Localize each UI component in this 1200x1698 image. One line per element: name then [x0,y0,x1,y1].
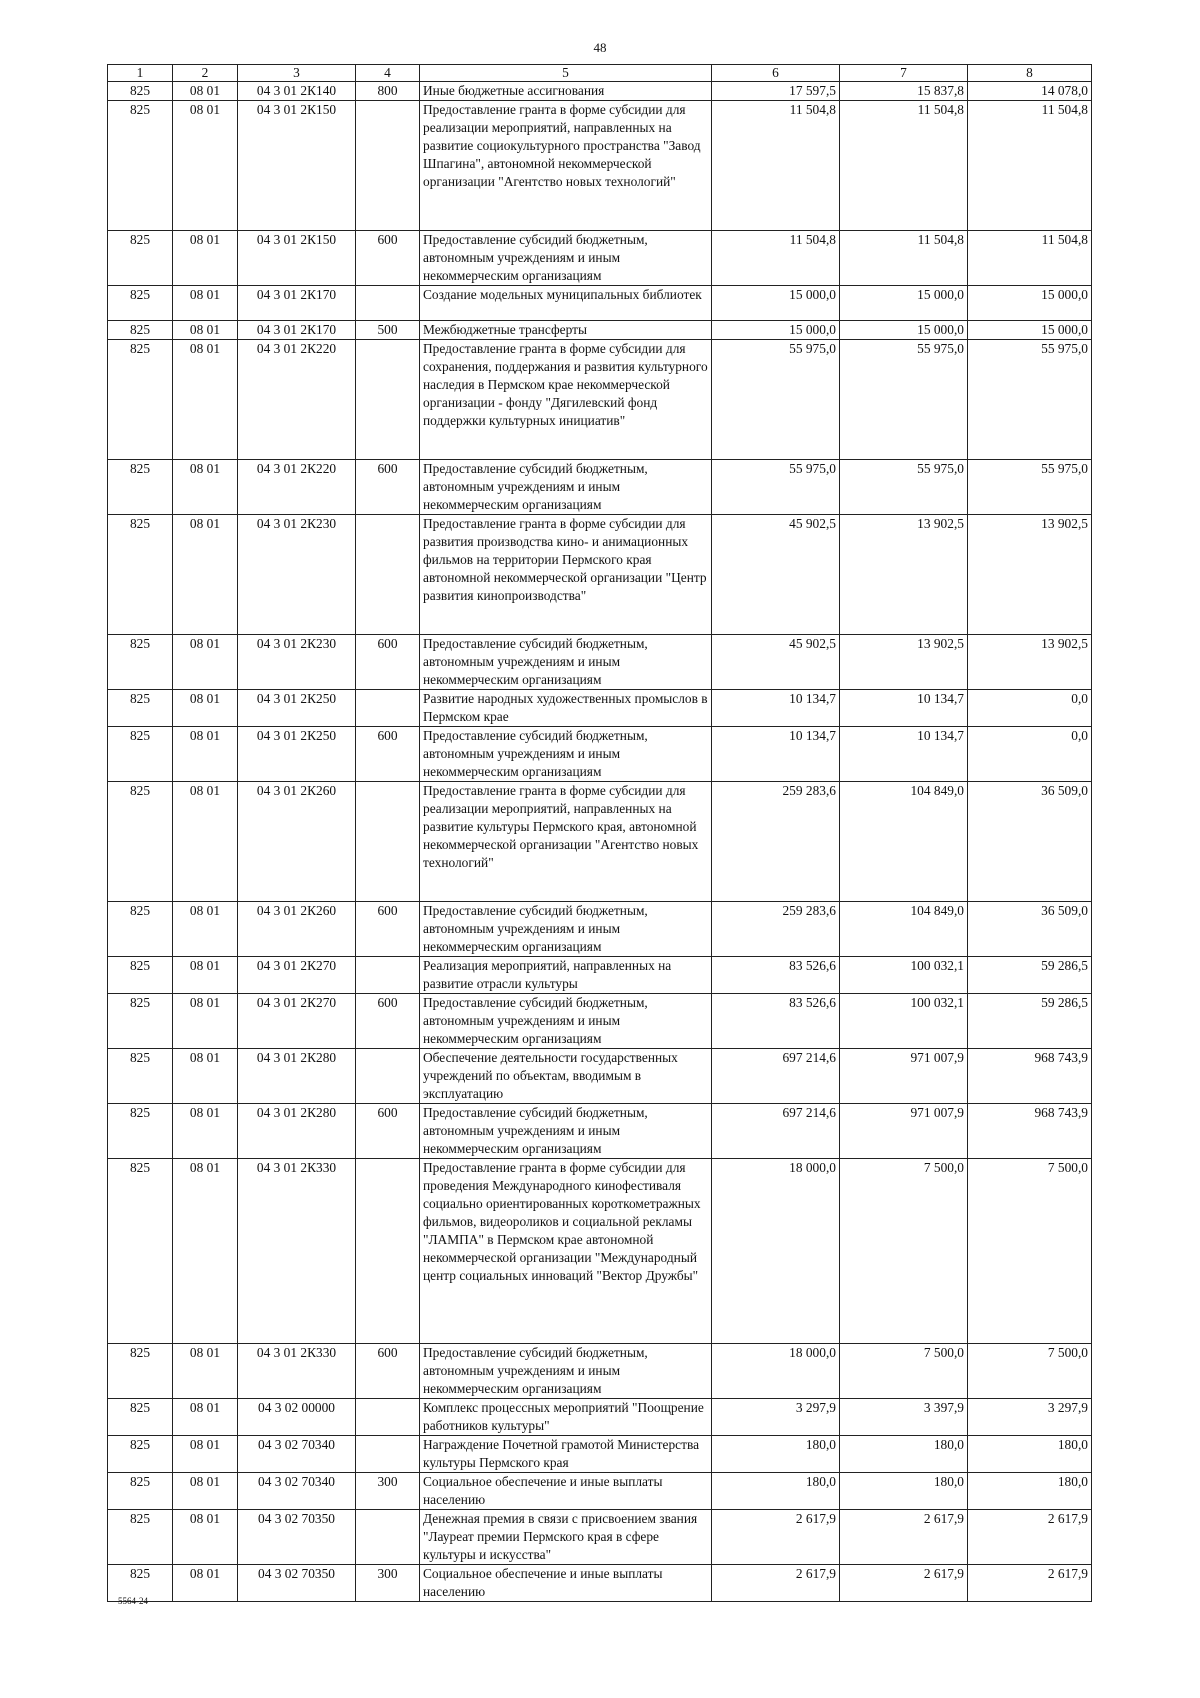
section-code-cell: 08 01 [173,727,238,782]
item-name-cell: Обеспечение деятельности государственных учреждений по объектам, вводимым в эксплуатацию [420,1049,712,1104]
target-article-code-cell: 04 3 01 2К270 [238,957,356,994]
amount-2025-cell: 7 500,0 [840,1344,968,1399]
amount-2026-cell: 7 500,0 [968,1344,1092,1399]
ministry-code-cell: 825 [108,902,173,957]
table-row [108,1344,1092,1399]
target-article-code-cell: 04 3 01 2К330 [238,1344,356,1399]
target-article-code-cell: 04 3 01 2К230 [238,635,356,690]
table-row [108,1399,1092,1436]
target-article-code-cell: 04 3 01 2К230 [238,515,356,635]
section-code-cell: 08 01 [173,782,238,902]
amount-2026-cell: 55 975,0 [968,460,1092,515]
amount-2026-cell: 11 504,8 [968,231,1092,286]
item-name-cell: Предоставление гранта в форме субсидии для реализации мероприятий, направленных на развитие культуры Пермского края, автономной некоммерческой организации "Агентство новых технологий" [420,782,712,902]
expense-type-code-cell [356,101,420,231]
target-article-code-cell: 04 3 01 2К140 [238,82,356,101]
table-row [108,1436,1092,1473]
expense-type-code-cell: 300 [356,1565,420,1602]
section-code-cell: 08 01 [173,1473,238,1510]
table-row [108,957,1092,994]
amount-2026-cell: 13 902,5 [968,515,1092,635]
target-article-code-cell: 04 3 01 2К170 [238,321,356,340]
amount-2025-cell: 15 000,0 [840,321,968,340]
section-code-cell: 08 01 [173,286,238,321]
item-name-cell: Предоставление субсидий бюджетным, автономным учреждениям и иным некоммерческим организациям [420,1344,712,1399]
amount-2024-cell: 18 000,0 [712,1159,840,1344]
amount-2026-cell: 180,0 [968,1473,1092,1510]
table-row [108,1565,1092,1602]
ministry-code-cell: 825 [108,957,173,994]
target-article-code-cell: 04 3 01 2К330 [238,1159,356,1344]
target-article-code-cell: 04 3 01 2К260 [238,902,356,957]
expense-type-code-cell [356,957,420,994]
item-name-cell: Предоставление гранта в форме субсидии для проведения Международного кинофестиваля социально ориентированных короткометражных фильмов, видеороликов и социальной рекламы "ЛАМПА" в Пермском крае автономной некоммерческой организации "Международный центр социальных инноваций "Вектор Дружбы" [420,1159,712,1344]
target-article-code-cell: 04 3 02 70350 [238,1565,356,1602]
ministry-code-cell: 825 [108,1159,173,1344]
item-name-cell: Комплекс процессных мероприятий "Поощрение работников культуры" [420,1399,712,1436]
amount-2024-cell: 11 504,8 [712,101,840,231]
target-article-code-cell: 04 3 01 2К280 [238,1049,356,1104]
amount-2026-cell: 15 000,0 [968,286,1092,321]
ministry-code-cell: 825 [108,231,173,286]
table-body [108,82,1092,1602]
header-row [108,65,1092,82]
amount-2026-cell: 13 902,5 [968,635,1092,690]
ministry-code-cell: 825 [108,101,173,231]
section-code-cell: 08 01 [173,1049,238,1104]
amount-2024-cell: 2 617,9 [712,1510,840,1565]
item-name-cell: Межбюджетные трансферты [420,321,712,340]
target-article-code-cell: 04 3 01 2К220 [238,460,356,515]
section-code-cell: 08 01 [173,101,238,231]
ministry-code-cell: 825 [108,690,173,727]
item-name-cell: Предоставление субсидий бюджетным, автономным учреждениям и иным некоммерческим организациям [420,1104,712,1159]
table-row [108,727,1092,782]
section-code-cell: 08 01 [173,1399,238,1436]
ministry-code-cell: 825 [108,1473,173,1510]
target-article-code-cell: 04 3 01 2К150 [238,101,356,231]
ministry-code-cell: 825 [108,1049,173,1104]
target-article-code-cell: 04 3 02 70340 [238,1473,356,1510]
ministry-code-cell: 825 [108,460,173,515]
section-code-cell: 08 01 [173,1104,238,1159]
section-code-cell: 08 01 [173,460,238,515]
target-article-code-cell: 04 3 01 2К270 [238,994,356,1049]
amount-2025-cell: 2 617,9 [840,1510,968,1565]
amount-2025-cell: 10 134,7 [840,690,968,727]
column-header-3: 3 [238,65,356,82]
expense-type-code-cell [356,1399,420,1436]
target-article-code-cell: 04 3 01 2К220 [238,340,356,460]
table-row [108,1049,1092,1104]
expense-type-code-cell [356,1159,420,1344]
table-row [108,1159,1092,1344]
expense-type-code-cell: 600 [356,635,420,690]
section-code-cell: 08 01 [173,1436,238,1473]
target-article-code-cell: 04 3 01 2К250 [238,690,356,727]
column-header-4: 4 [356,65,420,82]
amount-2026-cell: 0,0 [968,690,1092,727]
item-name-cell: Социальное обеспечение и иные выплаты населению [420,1565,712,1602]
expense-type-code-cell [356,286,420,321]
ministry-code-cell: 825 [108,1344,173,1399]
amount-2024-cell: 259 283,6 [712,782,840,902]
expense-type-code-cell [356,690,420,727]
item-name-cell: Развитие народных художественных промыслов в Пермском крае [420,690,712,727]
amount-2026-cell: 7 500,0 [968,1159,1092,1344]
amount-2025-cell: 3 397,9 [840,1399,968,1436]
table-row [108,286,1092,321]
expense-type-code-cell: 800 [356,82,420,101]
amount-2024-cell: 259 283,6 [712,902,840,957]
amount-2025-cell: 100 032,1 [840,994,968,1049]
target-article-code-cell: 04 3 02 70340 [238,1436,356,1473]
amount-2025-cell: 7 500,0 [840,1159,968,1344]
section-code-cell: 08 01 [173,957,238,994]
footer-code: 5564-24 [118,1596,148,1606]
expense-type-code-cell: 600 [356,1344,420,1399]
page-number: 48 [593,40,607,55]
amount-2025-cell: 971 007,9 [840,1104,968,1159]
expense-type-code-cell: 600 [356,902,420,957]
item-name-cell: Реализация мероприятий, направленных на развитие отрасли культуры [420,957,712,994]
item-name-cell: Награждение Почетной грамотой Министерства культуры Пермского края [420,1436,712,1473]
ministry-code-cell: 825 [108,286,173,321]
amount-2024-cell: 697 214,6 [712,1104,840,1159]
ministry-code-cell: 825 [108,321,173,340]
amount-2026-cell: 2 617,9 [968,1510,1092,1565]
amount-2026-cell: 55 975,0 [968,340,1092,460]
amount-2024-cell: 45 902,5 [712,635,840,690]
section-code-cell: 08 01 [173,1344,238,1399]
item-name-cell: Предоставление субсидий бюджетным, автономным учреждениям и иным некоммерческим организациям [420,460,712,515]
expense-type-code-cell [356,782,420,902]
amount-2024-cell: 17 597,5 [712,82,840,101]
target-article-code-cell: 04 3 01 2К260 [238,782,356,902]
expense-type-code-cell: 600 [356,231,420,286]
amount-2026-cell: 2 617,9 [968,1565,1092,1602]
amount-2025-cell: 15 000,0 [840,286,968,321]
amount-2025-cell: 11 504,8 [840,231,968,286]
amount-2025-cell: 104 849,0 [840,782,968,902]
expense-type-code-cell [356,515,420,635]
amount-2026-cell: 59 286,5 [968,994,1092,1049]
target-article-code-cell: 04 3 02 00000 [238,1399,356,1436]
section-code-cell: 08 01 [173,82,238,101]
ministry-code-cell: 825 [108,340,173,460]
amount-2025-cell: 180,0 [840,1473,968,1510]
target-article-code-cell: 04 3 01 2К280 [238,1104,356,1159]
table-row [108,635,1092,690]
column-header-1: 1 [108,65,173,82]
ministry-code-cell: 825 [108,994,173,1049]
amount-2026-cell: 14 078,0 [968,82,1092,101]
item-name-cell: Социальное обеспечение и иные выплаты населению [420,1473,712,1510]
amount-2026-cell: 0,0 [968,727,1092,782]
table-row [108,515,1092,635]
ministry-code-cell: 825 [108,1399,173,1436]
item-name-cell: Предоставление субсидий бюджетным, автономным учреждениям и иным некоммерческим организациям [420,231,712,286]
table-row [108,782,1092,902]
amount-2025-cell: 971 007,9 [840,1049,968,1104]
amount-2026-cell: 11 504,8 [968,101,1092,231]
amount-2025-cell: 55 975,0 [840,460,968,515]
section-code-cell: 08 01 [173,515,238,635]
expense-type-code-cell: 600 [356,460,420,515]
table-row [108,902,1092,957]
ministry-code-cell: 825 [108,1104,173,1159]
amount-2024-cell: 2 617,9 [712,1565,840,1602]
amount-2024-cell: 18 000,0 [712,1344,840,1399]
amount-2024-cell: 15 000,0 [712,321,840,340]
amount-2024-cell: 11 504,8 [712,231,840,286]
item-name-cell: Предоставление субсидий бюджетным, автономным учреждениям и иным некоммерческим организациям [420,902,712,957]
amount-2025-cell: 15 837,8 [840,82,968,101]
expense-type-code-cell: 600 [356,727,420,782]
item-name-cell: Создание модельных муниципальных библиотек [420,286,712,321]
ministry-code-cell: 825 [108,782,173,902]
item-name-cell: Денежная премия в связи с присвоением звания "Лауреат премии Пермского края в сфере культуры и искусства" [420,1510,712,1565]
target-article-code-cell: 04 3 02 70350 [238,1510,356,1565]
amount-2026-cell: 3 297,9 [968,1399,1092,1436]
table-row [108,321,1092,340]
table-row [108,340,1092,460]
amount-2025-cell: 13 902,5 [840,635,968,690]
table-row [108,82,1092,101]
item-name-cell: Предоставление субсидий бюджетным, автономным учреждениям и иным некоммерческим организациям [420,727,712,782]
amount-2024-cell: 83 526,6 [712,994,840,1049]
expense-type-code-cell: 300 [356,1473,420,1510]
amount-2025-cell: 55 975,0 [840,340,968,460]
section-code-cell: 08 01 [173,994,238,1049]
amount-2024-cell: 180,0 [712,1436,840,1473]
amount-2026-cell: 15 000,0 [968,321,1092,340]
expense-type-code-cell: 600 [356,1104,420,1159]
amount-2026-cell: 968 743,9 [968,1049,1092,1104]
item-name-cell: Предоставление гранта в форме субсидии для сохранения, поддержания и развития культурного наследия в Пермском крае некоммерческой организации - фонду "Дягилевский фонд поддержки культурных инициатив" [420,340,712,460]
amount-2024-cell: 15 000,0 [712,286,840,321]
item-name-cell: Предоставление субсидий бюджетным, автономным учреждениям и иным некоммерческим организациям [420,635,712,690]
ministry-code-cell: 825 [108,1510,173,1565]
column-header-2: 2 [173,65,238,82]
table-row [108,231,1092,286]
amount-2024-cell: 55 975,0 [712,340,840,460]
expense-type-code-cell: 600 [356,994,420,1049]
amount-2025-cell: 11 504,8 [840,101,968,231]
amount-2026-cell: 36 509,0 [968,902,1092,957]
expense-type-code-cell [356,340,420,460]
amount-2024-cell: 180,0 [712,1473,840,1510]
amount-2026-cell: 968 743,9 [968,1104,1092,1159]
ministry-code-cell: 825 [108,727,173,782]
table-row [108,1104,1092,1159]
expense-type-code-cell: 500 [356,321,420,340]
amount-2026-cell: 36 509,0 [968,782,1092,902]
section-code-cell: 08 01 [173,1565,238,1602]
amount-2024-cell: 10 134,7 [712,727,840,782]
column-header-5: 5 [420,65,712,82]
target-article-code-cell: 04 3 01 2К150 [238,231,356,286]
section-code-cell: 08 01 [173,635,238,690]
item-name-cell: Иные бюджетные ассигнования [420,82,712,101]
section-code-cell: 08 01 [173,902,238,957]
amount-2025-cell: 10 134,7 [840,727,968,782]
expense-type-code-cell [356,1049,420,1104]
ministry-code-cell: 825 [108,1565,173,1602]
table-row [108,994,1092,1049]
column-header-8: 8 [968,65,1092,82]
item-name-cell: Предоставление гранта в форме субсидии для развития производства кино- и анимационных фильмов на территории Пермского края автономной некоммерческой организации "Центр развития кинопроизводства" [420,515,712,635]
column-header-7: 7 [840,65,968,82]
section-code-cell: 08 01 [173,231,238,286]
table-row [108,1473,1092,1510]
amount-2024-cell: 83 526,6 [712,957,840,994]
ministry-code-cell: 825 [108,82,173,101]
section-code-cell: 08 01 [173,690,238,727]
target-article-code-cell: 04 3 01 2К250 [238,727,356,782]
ministry-code-cell: 825 [108,515,173,635]
expense-type-code-cell [356,1436,420,1473]
table-row [108,101,1092,231]
amount-2024-cell: 45 902,5 [712,515,840,635]
expense-type-code-cell [356,1510,420,1565]
section-code-cell: 08 01 [173,1510,238,1565]
amount-2024-cell: 55 975,0 [712,460,840,515]
table-row [108,1510,1092,1565]
amount-2024-cell: 3 297,9 [712,1399,840,1436]
amount-2026-cell: 180,0 [968,1436,1092,1473]
column-header-6: 6 [712,65,840,82]
ministry-code-cell: 825 [108,1436,173,1473]
amount-2024-cell: 697 214,6 [712,1049,840,1104]
section-code-cell: 08 01 [173,340,238,460]
budget-table [107,64,1092,1602]
amount-2025-cell: 180,0 [840,1436,968,1473]
amount-2025-cell: 100 032,1 [840,957,968,994]
section-code-cell: 08 01 [173,321,238,340]
amount-2024-cell: 10 134,7 [712,690,840,727]
target-article-code-cell: 04 3 01 2К170 [238,286,356,321]
amount-2025-cell: 2 617,9 [840,1565,968,1602]
amount-2025-cell: 104 849,0 [840,902,968,957]
item-name-cell: Предоставление субсидий бюджетным, автономным учреждениям и иным некоммерческим организациям [420,994,712,1049]
table-row [108,460,1092,515]
ministry-code-cell: 825 [108,635,173,690]
item-name-cell: Предоставление гранта в форме субсидии для реализации мероприятий, направленных на развитие социокультурного пространства "Завод Шпагина", автономной некоммерческой организации "Агентство новых технологий" [420,101,712,231]
amount-2026-cell: 59 286,5 [968,957,1092,994]
section-code-cell: 08 01 [173,1159,238,1344]
table-row [108,690,1092,727]
amount-2025-cell: 13 902,5 [840,515,968,635]
